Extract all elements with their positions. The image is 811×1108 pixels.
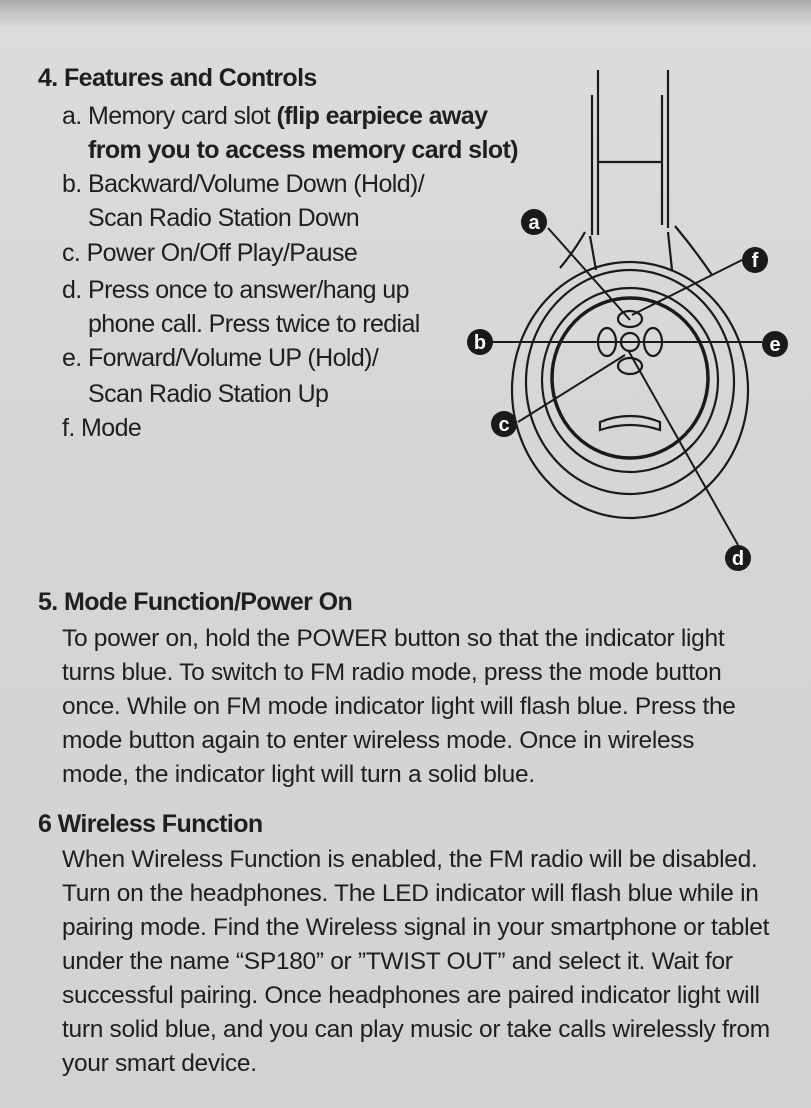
section6-line-7: your smart device. bbox=[62, 1050, 257, 1077]
earcup-ring-1 bbox=[526, 270, 734, 494]
badge-e-label: e bbox=[769, 334, 781, 356]
feature-item-a-bold: (flip earpiece away bbox=[276, 102, 488, 130]
earcup-ring-2 bbox=[542, 288, 718, 472]
feature-item-a-text: a. Memory card slot bbox=[62, 102, 277, 130]
section5-line-1: To power on, hold the POWER button so that the indicator light bbox=[62, 625, 725, 652]
section6-line-5: successful pairing. Once headphones are paired indicator light will bbox=[62, 982, 760, 1009]
section6-heading: 6 Wireless Function bbox=[38, 810, 263, 838]
memory-card-slot bbox=[600, 416, 660, 430]
section6-line-3: pairing mode. Find the Wireless signal in your smartphone or tablet bbox=[62, 914, 770, 941]
feature-item-e: e. Forward/Volume UP (Hold)/ bbox=[62, 344, 379, 372]
feature-item-a-cont-bold: from you to access memory card slot) bbox=[88, 136, 518, 164]
section6-line-2: Turn on the headphones. The LED indicator will flash blue while in bbox=[62, 880, 759, 907]
section6-line-1: When Wireless Function is enabled, the FM radio will be disabled. bbox=[62, 846, 758, 873]
headband bbox=[592, 70, 668, 235]
badge-f-label: f bbox=[751, 250, 759, 272]
control-pad-down bbox=[618, 358, 642, 374]
feature-item-a bbox=[62, 102, 487, 131]
section5-line-5: mode, the indicator light will turn a solid blue. bbox=[62, 761, 535, 788]
callout-line-c bbox=[518, 355, 625, 422]
section5-heading: 5. Mode Function/Power On bbox=[38, 588, 353, 616]
section5-line-4: mode button again to enter wireless mode. Once in wireless bbox=[62, 727, 695, 754]
feature-item-b: b. Backward/Volume Down (Hold)/ bbox=[62, 170, 425, 198]
section5-line-2: turns blue. To switch to FM radio mode, press the mode button bbox=[62, 659, 722, 686]
feature-item-d-cont: phone call. Press twice to redial bbox=[88, 310, 420, 338]
feature-item-e-cont: Scan Radio Station Up bbox=[88, 380, 329, 408]
feature-item-d: d. Press once to answer/hang up bbox=[62, 276, 409, 304]
callout-line-d bbox=[628, 350, 738, 545]
feature-item-b-cont: Scan Radio Station Down bbox=[88, 204, 360, 232]
section4-heading: 4. Features and Controls bbox=[38, 64, 317, 92]
callout-line-f bbox=[632, 260, 742, 315]
badge-d-label: d bbox=[731, 548, 745, 570]
earcup-outer bbox=[512, 262, 748, 518]
badge-a-label: a bbox=[528, 212, 540, 234]
feature-item-a-cont bbox=[88, 136, 518, 165]
section6-line-4: under the name “SP180” or ”TWIST OUT” and select it. Wait for bbox=[62, 948, 733, 975]
feature-item-c: c. Power On/Off Play/Pause bbox=[62, 239, 358, 267]
callout-line-a bbox=[548, 228, 630, 320]
section6-line-6: turn solid blue, and you can play music or take calls wirelessly from bbox=[62, 1016, 770, 1043]
earcup-ring-3 bbox=[552, 298, 708, 458]
badge-c-label: c bbox=[498, 414, 510, 436]
section5-line-3: once. While on FM mode indicator light will flash blue. Press the bbox=[62, 693, 736, 720]
badge-b-label: b bbox=[473, 332, 487, 354]
feature-item-f: f. Mode bbox=[62, 414, 142, 442]
